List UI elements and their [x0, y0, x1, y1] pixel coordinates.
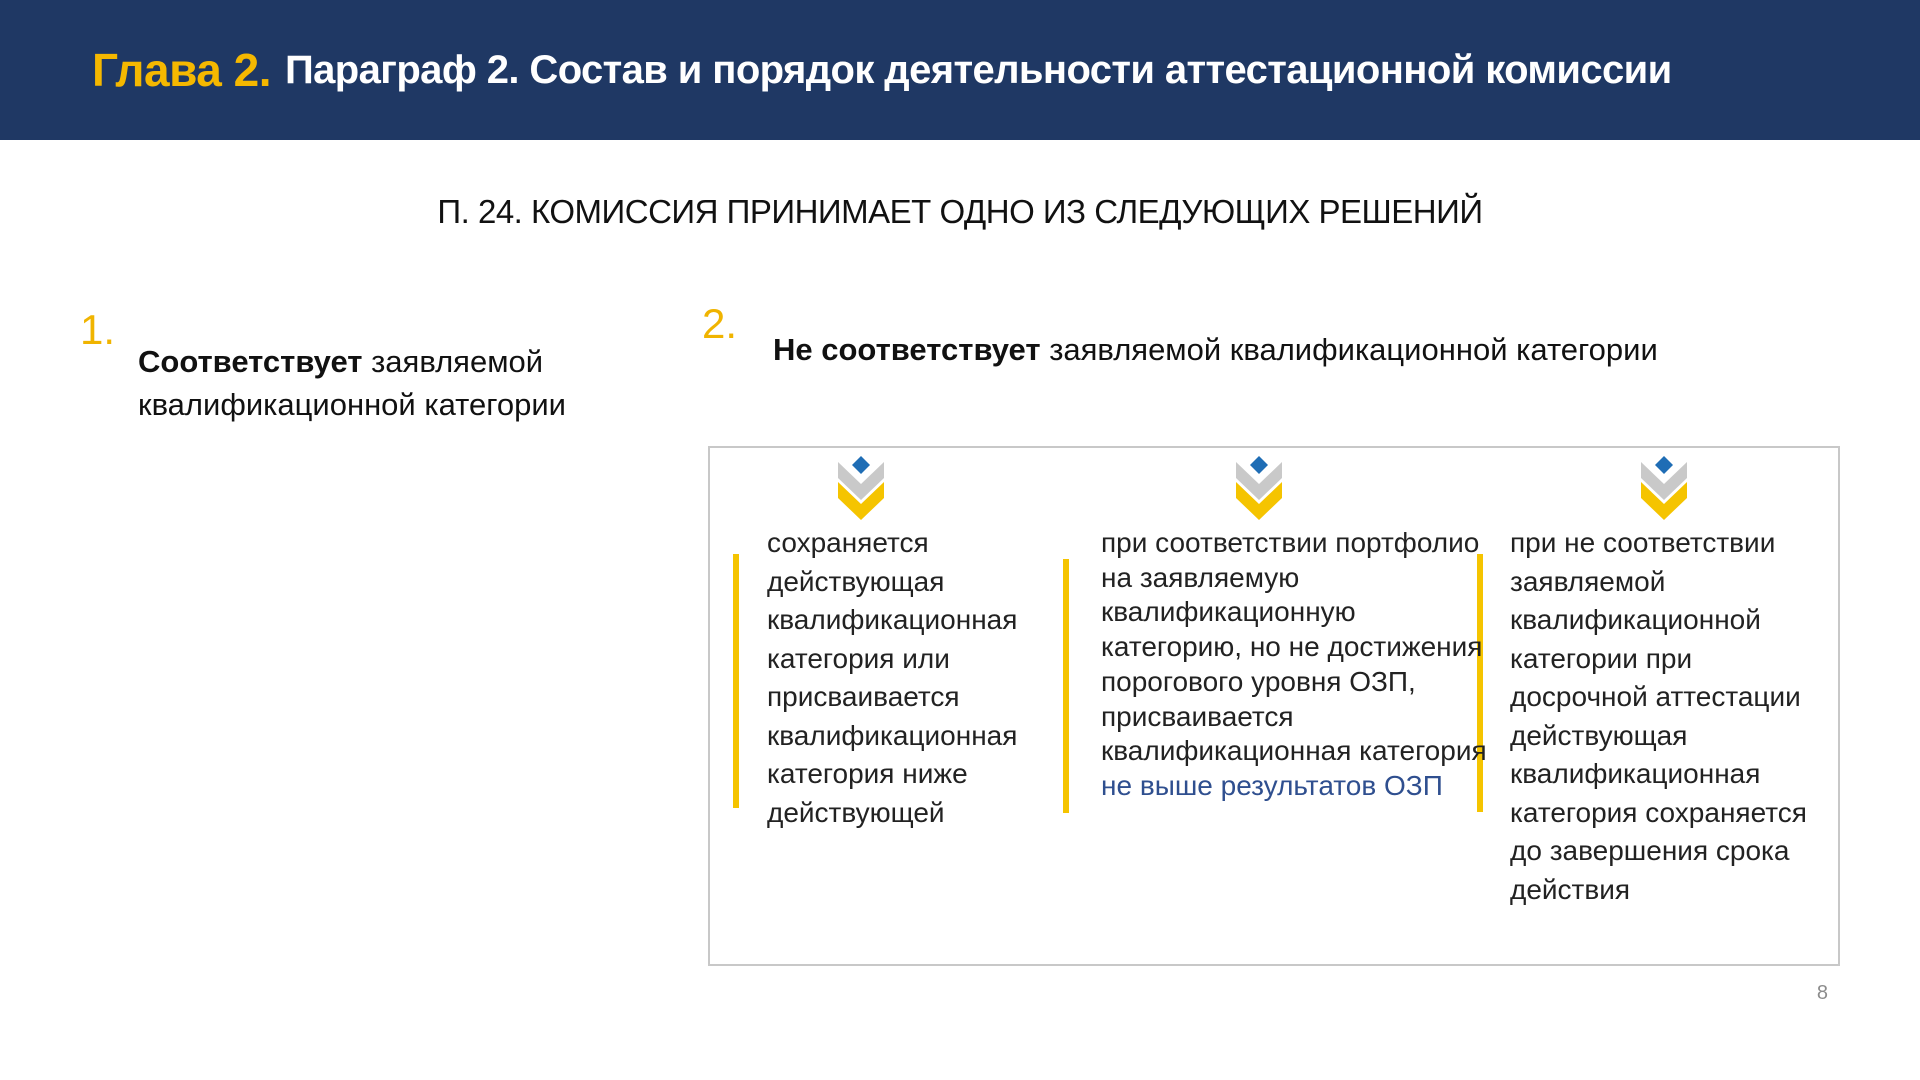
decision-1	[138, 340, 658, 426]
decision-1-text: заявляемой квалификационной категории	[138, 344, 566, 422]
case-text-3: при не соответствии заявляемой квалификационной категории при досрочной аттестации действующая квалификационная категория сохраняется до завершения срока действия	[1510, 527, 1807, 905]
decision-2-bold: Не соответствует	[773, 332, 1041, 367]
decision-2-text: заявляемой квалификационной категории	[1040, 332, 1658, 367]
accent-bar	[733, 554, 739, 808]
chevron-down-icon	[1234, 452, 1284, 524]
page-title: Параграф 2. Состав и порядок деятельности аттестационной комиссии	[285, 47, 1672, 92]
chapter-label: Глава 2.	[92, 44, 271, 96]
accent-bar	[1063, 559, 1069, 813]
case-text-2	[1101, 526, 1501, 804]
chevron-down-icon	[1639, 452, 1689, 524]
section-heading: П. 24. КОМИССИЯ ПРИНИМАЕТ ОДНО ИЗ СЛЕДУЮЩИХ РЕШЕНИЙ	[437, 193, 1483, 230]
decision-1-bold: Соответствует	[138, 344, 363, 379]
chevron-down-icon	[836, 452, 886, 524]
decision-number-2: 2.	[702, 300, 738, 347]
decision-number-1: 1.	[80, 306, 116, 353]
page-number: 8	[1816, 982, 1828, 1004]
case-text-2-body: при соответствии портфолио на заявляемую квалификационную категорию, но не достижения порогового уровня ОЗП, присваивается квалификационная категория	[1101, 527, 1487, 767]
case-text-2-highlight: не выше результатов ОЗП	[1101, 769, 1443, 801]
decision-2	[773, 328, 1873, 371]
case-text-1: сохраняется действующая квалификационная категория или присваивается квалификационная категория ниже действующей	[767, 527, 1018, 828]
header-bar	[0, 0, 1920, 140]
